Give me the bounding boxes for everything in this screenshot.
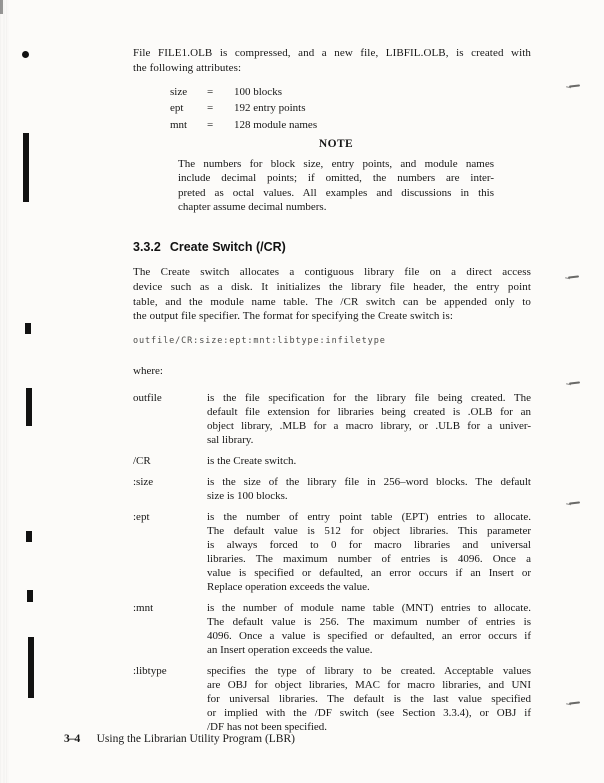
section-heading bbox=[133, 240, 531, 254]
attribute-value: 100 blocks bbox=[234, 85, 282, 98]
revision-square-icon bbox=[25, 323, 31, 334]
pencil-dash-icon bbox=[569, 501, 580, 504]
definition-description: is the number of module name table (MNT) entries to allocate. The default value is 256. The maximum number of entries is 4096. Once a value is specified or defaulted, an error occurs if an Insert operation exceeds the value. bbox=[207, 602, 531, 657]
equals-sign: = bbox=[207, 85, 214, 98]
equals-sign: = bbox=[207, 118, 214, 131]
definition-description: is the size of the library file in 256–word blocks. The default size is 100 blocks. bbox=[207, 476, 531, 503]
pencil-dash-icon bbox=[569, 701, 580, 704]
definition-term: outfile bbox=[133, 392, 162, 405]
page-body bbox=[133, 46, 531, 741]
definition-term: :ept bbox=[133, 511, 150, 524]
pencil-dash-icon bbox=[569, 381, 580, 384]
attribute-value: 128 module names bbox=[234, 118, 318, 131]
definition-term: :mnt bbox=[133, 602, 154, 615]
definition-entry-outfile bbox=[133, 391, 531, 447]
definition-term: /CR bbox=[133, 455, 151, 468]
definition-entry-libtype bbox=[133, 664, 531, 734]
note-block bbox=[178, 138, 494, 214]
scan-corner-smudge bbox=[0, 0, 3, 14]
scan-edge-artifact bbox=[0, 0, 9, 783]
attributes-list bbox=[170, 84, 531, 134]
note-body: The numbers for block size, entry points, and module names include decimal points; if omitted, the numbers are inter- preted as octal values. All examples and discussions in this chapter assume decimal numbers. bbox=[178, 158, 494, 213]
definition-description: specifies the type of library to be created. Acceptable values are OBJ for object libraries, MAC for macro libraries, and UNI for universal libraries. The default is the last value specified or implied with the /DF switch (see Section 3.3.4), or OBJ if /DF has not been specified. bbox=[207, 665, 531, 734]
definition-entry-cr bbox=[133, 454, 531, 468]
definition-list bbox=[133, 391, 531, 734]
attribute-row bbox=[170, 100, 531, 117]
pencil-dash-icon bbox=[568, 275, 579, 278]
section-number: 3.3.2 bbox=[133, 239, 161, 254]
attribute-row bbox=[170, 84, 531, 101]
equals-sign: = bbox=[207, 102, 214, 115]
where-label: where: bbox=[133, 365, 163, 378]
margin-bullet-icon bbox=[22, 51, 29, 58]
footer-title: Using the Librarian Utility Program (LBR) bbox=[96, 733, 295, 745]
definition-entry-size bbox=[133, 475, 531, 503]
attribute-name: mnt bbox=[170, 118, 188, 131]
intro-paragraph: File FILE1.OLB is compressed, and a new file, LIBFIL.OLB, is created with the following attributes: bbox=[133, 47, 531, 74]
revision-bar-icon bbox=[26, 388, 32, 426]
revision-square-icon bbox=[27, 590, 33, 602]
command-format-code: outfile/CR:size:ept:mnt:libtype:infiletype bbox=[133, 336, 386, 347]
definition-entry-mnt bbox=[133, 601, 531, 657]
pencil-dash-icon bbox=[569, 84, 580, 87]
note-title: NOTE bbox=[318, 138, 354, 151]
section-title: Create Switch (/CR) bbox=[169, 239, 286, 254]
revision-square-icon bbox=[26, 531, 32, 542]
definition-term: :libtype bbox=[133, 665, 167, 678]
attribute-name: size bbox=[170, 85, 188, 98]
definition-description: is the number of entry point table (EPT) entries to allocate. The default value is 512 for object libraries. This parameter is always forced to 0 for macro libraries and universal libraries. The maximum number of entries is 4096. Once a value is specified or defaulted, an error occurs if an Insert or Replace operation exceeds the value. bbox=[207, 511, 531, 594]
definition-entry-ept bbox=[133, 510, 531, 594]
revision-bar-icon bbox=[23, 133, 29, 202]
definition-description: is the Create switch. bbox=[207, 455, 297, 468]
definition-term: :size bbox=[133, 476, 154, 489]
create-switch-paragraph: The Create switch allocates a contiguous library file on a direct access device such as a disk. It initializes the library file header, the entry point table, and the module name table. The /CR switch can be appended only to the output file specifier. The format for specifying the Create switch is: bbox=[133, 265, 531, 323]
attribute-row bbox=[170, 117, 531, 134]
attribute-value: 192 entry points bbox=[234, 102, 306, 115]
page-number: 3–4 bbox=[64, 733, 80, 745]
definition-description: is the file specification for the library file being created. The default file extension for libraries being created is .OLB for an object library, .MLB for a macro library, or .ULB for a univer- sal library. bbox=[207, 392, 531, 447]
page-footer bbox=[64, 733, 295, 745]
revision-bar-icon bbox=[28, 637, 34, 698]
attribute-name: ept bbox=[170, 102, 184, 115]
